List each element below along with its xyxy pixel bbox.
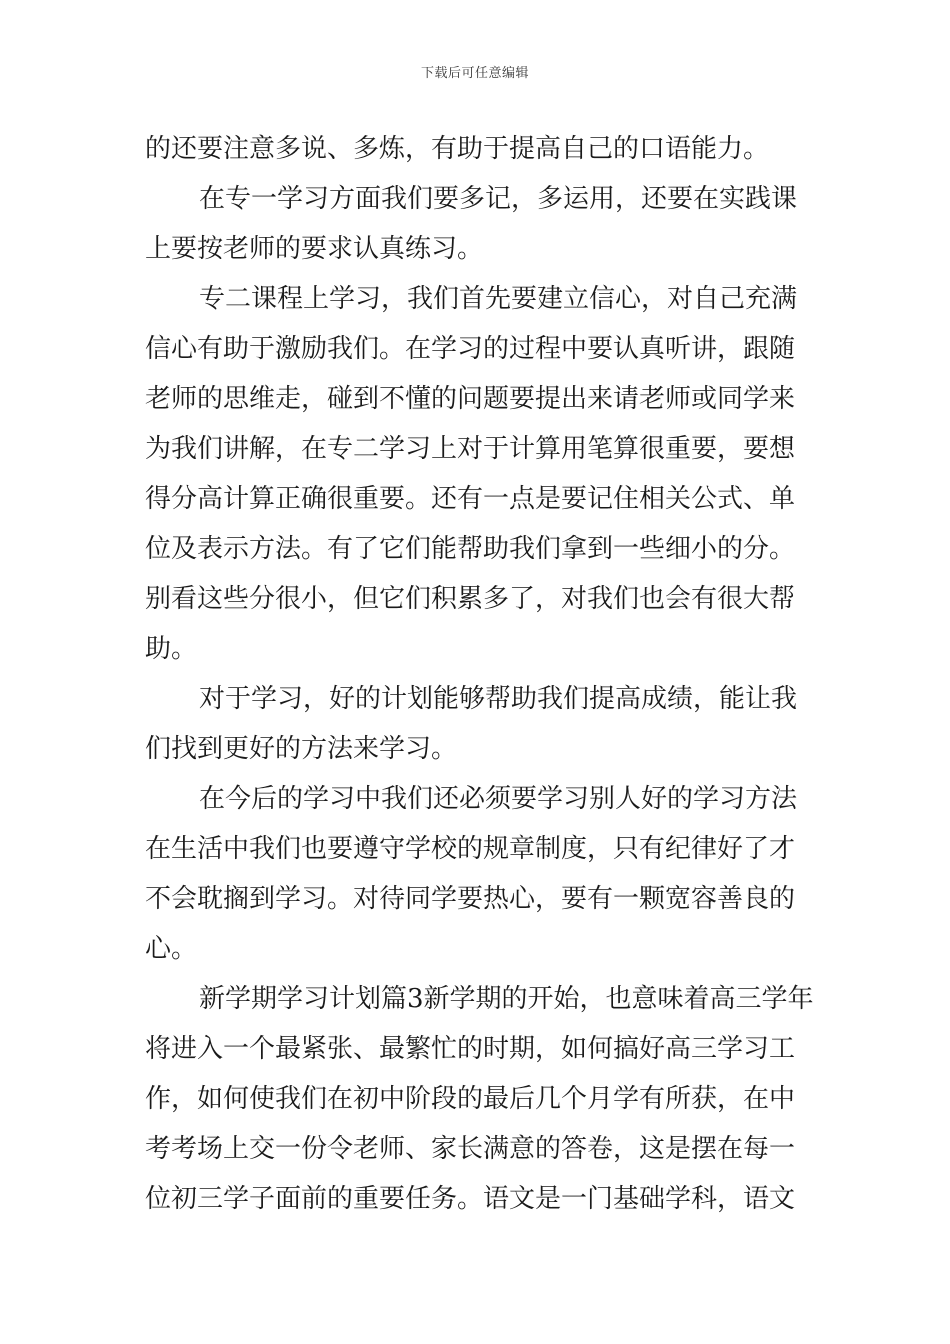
text-line: 为我们讲解，在专二学习上对于计算用笔算很重要，要想 [145, 434, 796, 464]
text-line: 不会耽搁到学习。对待同学要热心，要有一颗宽容善良的 [145, 884, 796, 914]
text-line: 新学期学习计划篇3新学期的开始，也意味着高三学年 [199, 984, 814, 1014]
text-line: 对于学习，好的计划能够帮助我们提高成绩，能让我 [199, 684, 798, 714]
text-line: 上要按老师的要求认真练习。 [145, 234, 484, 264]
text-line: 作，如何使我们在初中阶段的最后几个月学有所获，在中 [145, 1084, 796, 1114]
text-line: 在专一学习方面我们要多记，多运用，还要在实践课 [199, 184, 798, 214]
text-line: 在生活中我们也要遵守学校的规章制度，只有纪律好了才 [145, 834, 796, 864]
text-line: 专二课程上学习，我们首先要建立信心，对自己充满 [199, 284, 798, 314]
page-header: 下载后可任意编辑 [420, 66, 529, 81]
text-line: 将进入一个最紧张、最繁忙的时期，如何搞好高三学习工 [145, 1034, 796, 1064]
text-line: 助。 [145, 634, 198, 664]
text-line: 位及表示方法。有了它们能帮助我们拿到一些细小的分。 [145, 534, 796, 564]
text-line: 别看这些分很小，但它们积累多了，对我们也会有很大帮 [145, 584, 796, 614]
text-line: 得分高计算正确很重要。还有一点是要记住相关公式、单 [145, 484, 796, 514]
text-line: 们找到更好的方法来学习。 [145, 734, 458, 764]
text-line: 在今后的学习中我们还必须要学习别人好的学习方法 [199, 784, 798, 814]
text-line: 信心有助于激励我们。在学习的过程中要认真听讲，跟随 [145, 334, 796, 364]
text-line: 的还要注意多说、多炼，有助于提高自己的口语能力。 [145, 134, 770, 164]
text-line: 位初三学子面前的重要任务。语文是一门基础学科，语文 [145, 1184, 796, 1214]
text-line: 老师的思维走，碰到不懂的问题要提出来请老师或同学来 [145, 384, 796, 414]
text-line: 考考场上交一份令老师、家长满意的答卷，这是摆在每一 [145, 1134, 796, 1164]
text-line: 心。 [145, 934, 198, 964]
document-body [145, 124, 814, 1224]
